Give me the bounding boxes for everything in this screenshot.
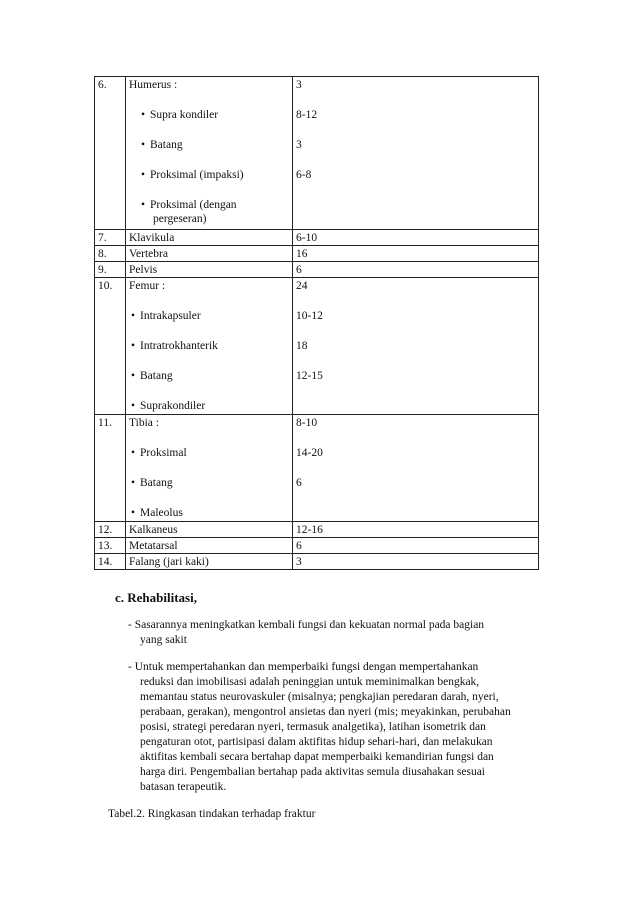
row-number: 12. [95,522,126,538]
row-value: 24 [296,280,308,292]
row-name: Femur : [129,280,166,292]
list-item: • Batang [141,139,183,151]
row-name: Falang (jari kaki) [126,554,293,570]
list-item: • Proksimal (impaksi) [141,169,244,181]
list-item-continuation: pergeseran) [153,213,207,225]
table-row [95,554,539,570]
table-caption: Tabel.2. Ringkasan tindakan terhadap fraktur [108,808,316,820]
row-name-cell [126,77,293,230]
row-value: 14-20 [296,447,323,459]
row-number: 10. [95,278,126,415]
list-item: • Proksimal (dengan [141,199,237,211]
list-item: • Suprakondiler [131,400,206,412]
row-value: 3 [296,139,302,151]
row-name: Vertebra [126,246,293,262]
paragraph-line: - Untuk mempertahankan dan memperbaiki fungsi dengan mempertahankan [128,661,479,673]
bullet-icon: • [131,310,136,322]
row-name-cell [126,415,293,522]
list-item: • Supra kondiler [141,109,219,121]
row-value-cell [293,77,539,230]
section-heading: c. Rehabilitasi, [115,590,197,605]
paragraph-line: perabaan, gerakan), mengontrol ansietas dan nyeri (mis; meyakinkan, perubahan [140,706,511,718]
list-item: • Intrakapsuler [131,310,201,322]
table-row [95,77,539,230]
fracture-table [94,76,539,570]
row-value: 10-12 [296,310,323,322]
row-value-cell [293,278,539,415]
row-number: 14. [95,554,126,570]
row-value: 3 [293,554,539,570]
row-name: Kalkaneus [126,522,293,538]
paragraph-line: reduksi dan imobilisasi adalah peninggian untuk meminimalkan bengkak, [140,676,480,688]
bullet-icon: • [131,400,136,412]
bullet-icon: • [131,340,136,352]
row-value: 18 [296,340,308,352]
row-number: 6. [95,77,126,230]
paragraph-line: - Sasarannya meningkatkan kembali fungsi dan kekuatan normal pada bagian [128,619,485,631]
row-value: 12-16 [293,522,539,538]
paragraph-line: pengaturan otot, partisipasi dalam aktifitas hidup sehari-hari, dan melakukan [140,736,493,748]
table-row [95,246,539,262]
list-item: • Batang [131,477,173,489]
list-item: • Batang [131,370,173,382]
row-number: 8. [95,246,126,262]
row-name: Klavikula [126,230,293,246]
table-row [95,522,539,538]
bullet-icon: • [141,199,146,211]
row-name: Pelvis [126,262,293,278]
paragraph-line: memantau status neurovaskuler (misalnya; pengkajian peredaran darah, nyeri, [140,691,499,703]
paragraph-line: posisi, strategi peredaran nyeri, termasuk analgetika), latihan isometrik dan [140,721,486,733]
row-value: 6 [293,262,539,278]
paragraph [128,660,511,795]
row-value: 16 [293,246,539,262]
bullet-icon: • [131,477,136,489]
row-name: Tibia : [129,417,159,429]
bullet-icon: • [131,447,136,459]
row-value: 6-10 [293,230,539,246]
row-name-cell [126,278,293,415]
row-value-cell [293,415,539,522]
row-value: 6-8 [296,169,312,181]
row-value: 8-10 [296,417,318,429]
row-name: Humerus : [129,79,178,91]
row-number: 9. [95,262,126,278]
bullet-icon: • [131,370,136,382]
bullet-icon: • [131,507,136,519]
table-row [95,262,539,278]
bullet-icon: • [141,139,146,151]
paragraph-line: batasan terapeutik. [140,781,227,793]
table-row [95,278,539,415]
paragraph [128,618,484,648]
list-item: • Proksimal [131,447,187,459]
list-item: • Intratrokhanterik [131,340,218,352]
row-name: Metatarsal [126,538,293,554]
bullet-icon: • [141,169,146,181]
row-value: 6 [293,538,539,554]
paragraph-line: harga diri. Pengembalian bertahap pada aktivitas semula diusahakan sesuai [140,766,485,778]
row-number: 13. [95,538,126,554]
row-number: 11. [95,415,126,522]
bullet-icon: • [141,109,146,121]
row-value: 6 [296,477,302,489]
row-number: 7. [95,230,126,246]
table-row [95,230,539,246]
paragraph-line: yang sakit [140,634,187,646]
row-value: 12-15 [296,370,323,382]
table-row [95,538,539,554]
table-row [95,415,539,522]
list-item: • Maleolus [131,507,183,519]
paragraph-line: aktifitas kembali secara bertahap dapat memperbaiki kemandirian fungsi dan [140,751,494,763]
row-value: 3 [296,79,302,91]
row-value: 8-12 [296,109,318,121]
